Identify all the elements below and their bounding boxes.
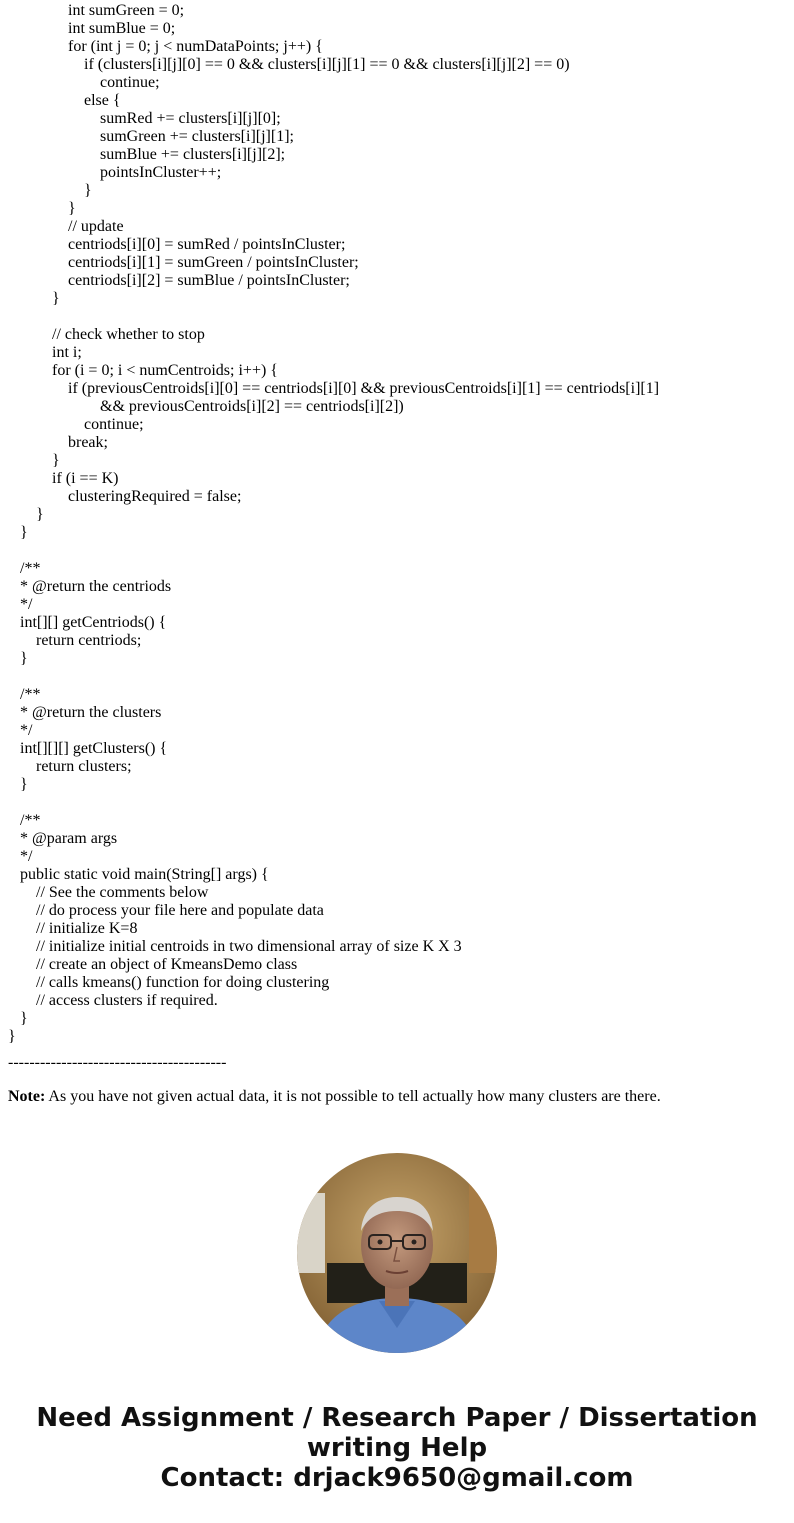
code-line: } [52, 290, 60, 307]
note-paragraph [8, 1088, 788, 1106]
code-line: } [20, 524, 28, 541]
code-line: // check whether to stop [52, 326, 205, 343]
code-line: * @return the clusters [20, 704, 162, 721]
code-line: for (i = 0; i < numCentroids; i++) { [52, 362, 278, 379]
code-line: } [20, 776, 28, 793]
author-photo [297, 1153, 497, 1353]
code-line: int[][] getCentriods() { [20, 614, 167, 631]
code-line: // access clusters if required. [36, 992, 218, 1009]
code-line: int sumBlue = 0; [68, 20, 176, 37]
code-line: sumBlue += clusters[i][j][2]; [100, 146, 286, 163]
code-line: int sumGreen = 0; [68, 2, 185, 19]
note-label: Note: [8, 1088, 46, 1105]
code-line: centriods[i][0] = sumRed / pointsInCluster; [68, 236, 346, 253]
code-line [8, 542, 788, 560]
code-line: // calls kmeans() function for doing clustering [36, 974, 330, 991]
code-line: return clusters; [36, 758, 132, 775]
code-line [8, 308, 788, 326]
promo-line-2: writing Help [306, 1433, 488, 1463]
code-line: centriods[i][2] = sumBlue / pointsInCluster; [68, 272, 350, 289]
code-line: continue; [100, 74, 160, 91]
promo-contact: Contact: drjack9650@gmail.com [160, 1463, 634, 1493]
code-line [8, 668, 788, 686]
code-line: } [52, 452, 60, 469]
code-line: pointsInCluster++; [100, 164, 222, 181]
code-line: // See the comments below [36, 884, 209, 901]
promo-line-1: Need Assignment / Research Paper / Dissertation [36, 1403, 758, 1433]
code-line: } [8, 1028, 16, 1045]
code-line: sumGreen += clusters[i][j][1]; [100, 128, 294, 145]
code-line: // create an object of KmeansDemo class [36, 956, 298, 973]
code-line: if (clusters[i][j][0] == 0 && clusters[i][j][1] == 0 && clusters[i][j][2] == 0) [84, 56, 570, 73]
code-line: sumRed += clusters[i][j][0]; [100, 110, 281, 127]
separator-line: ----------------------------------------- [8, 1054, 227, 1071]
code-line: /** [20, 812, 41, 829]
code-line: continue; [84, 416, 144, 433]
note-text: As you have not given actual data, it is not possible to tell actually how many clusters are there. [45, 1088, 661, 1105]
code-line: centriods[i][1] = sumGreen / pointsInCluster; [68, 254, 359, 271]
code-line: if (previousCentroids[i][0] == centriods[i][0] && previousCentroids[i][1] == centriods[i][1] [68, 380, 660, 397]
code-line: // do process your file here and populate data [36, 902, 324, 919]
code-line: /** [20, 560, 41, 577]
code-line: // initialize K=8 [36, 920, 138, 937]
code-line: * @param args [20, 830, 118, 847]
code-line: } [68, 200, 76, 217]
code-listing [8, 2, 788, 1046]
code-line: * @return the centriods [20, 578, 172, 595]
author-avatar [297, 1153, 497, 1353]
code-line: && previousCentroids[i][2] == centriods[i][2]) [100, 398, 404, 415]
code-line: // update [68, 218, 124, 235]
code-line: int i; [52, 344, 82, 361]
code-line: public static void main(String[] args) { [20, 866, 269, 883]
code-line: break; [68, 434, 108, 451]
code-line: */ [20, 596, 33, 613]
code-line: } [20, 1010, 28, 1027]
code-line: */ [20, 722, 33, 739]
code-line: return centriods; [36, 632, 142, 649]
code-line: /** [20, 686, 41, 703]
promo-banner [0, 1403, 794, 1493]
code-line: for (int j = 0; j < numDataPoints; j++) { [68, 38, 323, 55]
code-line: } [20, 650, 28, 667]
code-line: int[][][] getClusters() { [20, 740, 168, 757]
code-line: else { [84, 92, 121, 109]
code-line: // initialize initial centroids in two dimensional array of size K X 3 [36, 938, 462, 955]
code-line: } [84, 182, 92, 199]
code-line: clusteringRequired = false; [68, 488, 242, 505]
code-line: */ [20, 848, 33, 865]
code-line: if (i == K) [52, 470, 119, 487]
code-line: } [36, 506, 44, 523]
code-line [8, 794, 788, 812]
